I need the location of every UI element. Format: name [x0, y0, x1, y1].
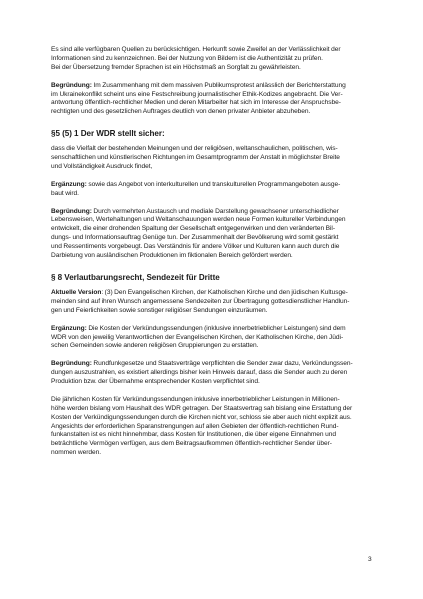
- text-line: Kosten der Verkündigungssendungen durch die Kirchen nicht vor, schloss sie aber auch nicht explizit aus.: [51, 413, 352, 421]
- text-line: WDR von den jeweilig Verantwortlichen der Evangelischen Kirchen, der Katholischen Kirche, den Jüdi-: [51, 333, 344, 341]
- text-line: entwickelt, die einer drohenden Spaltung der Gesellschaft entgegenwirken und den veränderten Bil-: [51, 225, 335, 233]
- text-line: senschaftlichen und künstlerischen Richtungen im Gesamtprogramm der Anstalt in möglichster Breite: [51, 154, 340, 162]
- text-line: Ergänzung: sowie das Angebot von interkulturellen und transkulturellen Programmangeboten ausge-: [51, 180, 341, 188]
- bold-label: Aktuelle Version: [51, 288, 102, 296]
- text-line: Es sind alle verfügbaren Quellen zu berücksichtigen. Herkunft sowie Zweifel an der Verlässlichkeit der: [51, 46, 341, 53]
- text-line: Lebensweisen, Wertehaltungen und Weltanschauungen werden neue Formen kultureller Verbindungen: [51, 216, 346, 224]
- text-line: schen Gemeinden sowie anderen religiösen Gruppierungen zu erstatten.: [51, 342, 259, 350]
- paragraph-sources: [51, 46, 373, 73]
- paragraph-jaehrliche-kosten: [51, 396, 373, 458]
- paragraph-ergaenzung-interkulturell: [51, 181, 373, 199]
- text-line: Aktuelle Version: (3) Den Evangelischen Kirchen, der Katholischen Kirche und den jüdischen Kultusge-: [51, 288, 348, 296]
- bold-label: Begründung:: [51, 81, 92, 89]
- text-line: und Ressentiments vorgebeugt. Das Verständnis für andere Völker und Kulturen kann auch durch die: [51, 243, 340, 251]
- paragraph-begruendung-ethik: [51, 82, 373, 118]
- paragraph-aktuelle-version: [51, 289, 373, 316]
- text-line: Informationen sind zu kennzeichnen. Bei der Nutzung von Bildern ist die Authentizität zu prüfen.: [51, 54, 323, 62]
- text-line: Begründung: Durch vermehrten Austausch und mediale Darstellung gewachsener unterschiedlicher: [51, 207, 339, 215]
- paragraph-begruendung-kultur: [51, 208, 373, 261]
- bold-label: Ergänzung:: [51, 180, 87, 188]
- page-number: 3: [368, 556, 372, 563]
- text-line: baut wird.: [51, 189, 79, 197]
- text-line: gen und Feierlichkeiten sowie sonstiger religiöser Sendungen einzuräumen.: [51, 306, 268, 314]
- bold-label: Begründung:: [51, 360, 92, 368]
- section-heading-8: § 8 Verlautbarungsrecht, Sendezeit für Dritte: [51, 272, 220, 282]
- text-line: im Ukrainekonflikt scheint uns eine Festschreibung journalistischer Ethik-Kodizes angebracht. Die Ver-: [51, 90, 343, 98]
- paragraph-begruendung-rundfunk: [51, 360, 373, 387]
- text-line: beträchtliche Vermögen verfügen, aus dem Beitragsaufkommen öffentlich-rechtlicher Sender über-: [51, 440, 332, 448]
- text-line: und Vollständigkeit Ausdruck findet,: [51, 163, 153, 171]
- bold-label: Begründung:: [51, 207, 92, 215]
- text-line: Produktion bzw. der Übernahme entsprechender Kosten verpflichtet sind.: [51, 378, 260, 386]
- text-line: Bei der Übersetzung fremder Sprachen ist ein Höchstmaß an Sorgfalt zu gewährleisten.: [51, 63, 301, 71]
- section-heading-5-5: §5 (5) 1 Der WDR stellt sicher:: [51, 129, 165, 139]
- text-line: Darbietung von ausländischen Produktionen im fiktionalen Bereich gefördert werden.: [51, 252, 293, 260]
- text-line: Begründung: Im Zusammenhang mit dem massiven Publikumsprotest anlässlich der Berichterstattung: [51, 81, 346, 89]
- text-line: nommen werden.: [51, 449, 102, 457]
- paragraph-ergaenzung-kosten: [51, 325, 373, 352]
- paragraph-vielfalt: [51, 145, 373, 172]
- page-content: [51, 46, 373, 458]
- text-line: Angesichts der erforderlichen Sparanstrengungen auf allen Gebieten der öffentlich-rechtlichen Rund-: [51, 422, 339, 430]
- text-line: antwortung öffentlich-rechtlicher Medien und deren Mitarbeiter hat sich im Interesse der Anspruchsbe-: [51, 99, 341, 107]
- text-line: dass die Vielfalt der bestehenden Meinungen und der religiösen, weltanschaulichen, politischen, wis-: [51, 145, 338, 153]
- text-line: Die jährlichen Kosten für Verkündungssendungen inklusive innerbetrieblicher Leistungen in Millionen-: [51, 395, 340, 403]
- text-line: rechtigten und des gesetzlichen Auftrages deutlich von denen privater Anbieter abzuheben.: [51, 108, 311, 116]
- text-line: höhe werden bislang vom Haushalt des WDR getragen. Der Staatsvertrag sah bislang eine Erstattung der: [51, 404, 353, 412]
- text-line: funkanstalten ist es nicht hinnehmbar, dass Kosten für Institutionen, die über eigene Einnahmen und: [51, 431, 336, 439]
- text-line: dungen auszustrahlen, es existiert allerdings bisher kein Hinweis darauf, dass die Sender auch zu deren: [51, 369, 348, 377]
- text-line: Begründung: Rundfunkgesetze und Staatsverträge verpflichten die Sender zwar dazu, Verkündungssen-: [51, 360, 353, 368]
- bold-label: Ergänzung:: [51, 324, 87, 332]
- text-line: dungs- und Informationsauftrag Genüge tun. Der Zusammenhalt der Bevölkerung wird somit gestärkt: [51, 234, 339, 242]
- text-line: meinden sind auf ihren Wunsch angemessene Sendezeiten zur Übertragung gottesdienstlicher Handlun-: [51, 297, 350, 305]
- text-line: Ergänzung: Die Kosten der Verkündungssendungen (inklusive innerbetrieblicher Leistungen) sind dem: [51, 324, 346, 332]
